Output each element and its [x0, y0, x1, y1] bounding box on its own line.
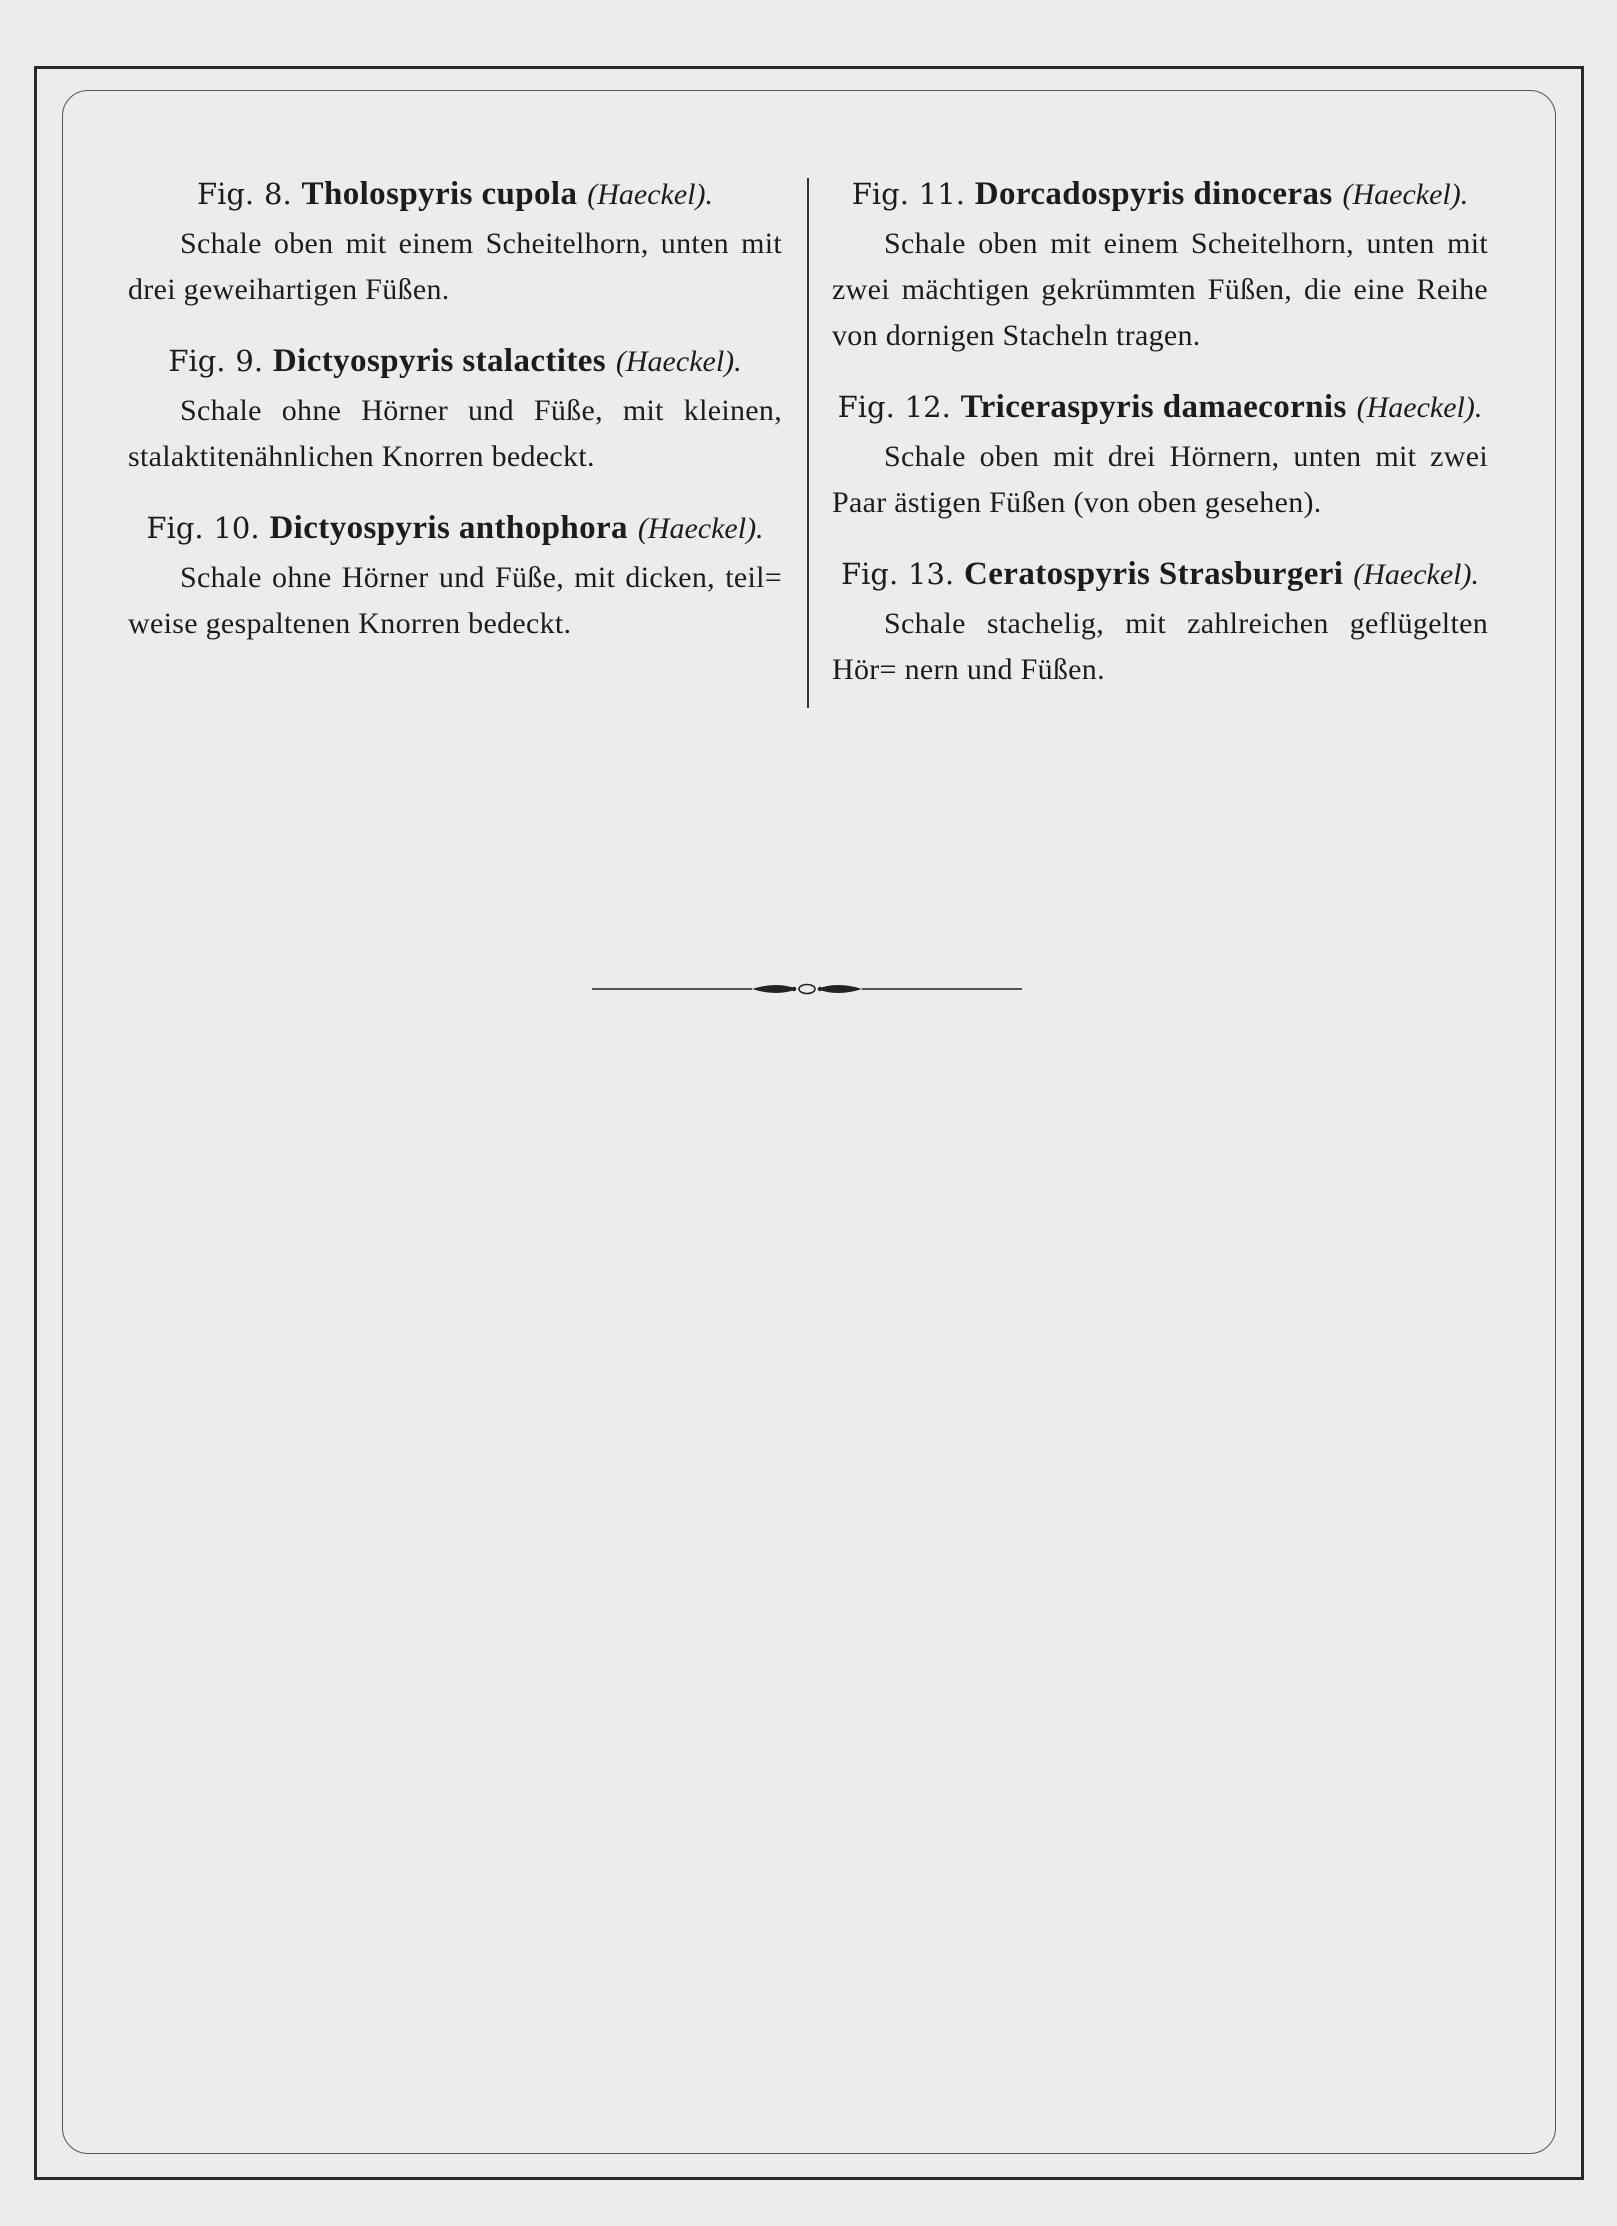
fig-label: Fig.	[196, 177, 255, 211]
figure-heading	[128, 506, 782, 551]
fig-number: 13.	[908, 557, 955, 591]
figure-heading	[128, 339, 782, 384]
fig-label: Fig.	[146, 511, 204, 545]
species-name: Dictyospyris anthophora	[269, 510, 628, 546]
fig-label: Fig.	[840, 557, 899, 591]
left-column	[128, 172, 782, 647]
fig-number: 12.	[904, 390, 951, 424]
figure-entry-10	[128, 506, 782, 647]
fig-number: 8.	[264, 177, 292, 211]
figure-heading	[832, 172, 1488, 217]
figure-description: Schale ohne Hörner und Füße, mit kleinen, stalaktitenähnlichen Knorren bedeckt.	[128, 394, 782, 473]
fig-label: Fig.	[168, 344, 226, 378]
species-name: Tholospyris cupola	[301, 176, 578, 212]
fig-number: 9.	[235, 344, 264, 378]
figure-heading	[832, 552, 1488, 597]
figure-entry-11	[832, 172, 1488, 359]
author-name: (Haeckel).	[637, 512, 764, 545]
species-name: Dictyospyris stalactites	[272, 343, 607, 379]
figure-heading	[832, 385, 1488, 430]
figure-description: Schale ohne Hörner und Füße, mit dicken, teil= weise gespaltenen Knorren bedeckt.	[128, 561, 782, 640]
species-name: Triceraspyris damaecornis	[960, 389, 1347, 425]
figure-description: Schale stachelig, mit zahlreichen geflügelten Hör= nern und Füßen.	[832, 607, 1488, 686]
author-name: (Haeckel).	[1353, 558, 1479, 591]
figure-description: Schale oben mit drei Hörnern, unten mit zwei Paar ästigen Füßen (von oben gesehen).	[832, 440, 1488, 519]
author-name: (Haeckel).	[1356, 391, 1483, 424]
figure-description: Schale oben mit einem Scheitelhorn, unten mit zwei mächtigen gekrümmten Füßen, die eine Reihe von dornigen Stacheln tragen.	[832, 227, 1488, 352]
author-name: (Haeckel).	[587, 178, 714, 211]
figure-entry-12	[832, 385, 1488, 526]
species-name: Ceratospyris Strasburgeri	[964, 556, 1344, 592]
column-divider	[807, 178, 809, 708]
fig-number: 11.	[918, 177, 965, 211]
figure-description: Schale oben mit einem Scheitelhorn, unten mit drei geweihartigen Füßen.	[128, 227, 782, 306]
author-name: (Haeckel).	[1342, 178, 1469, 211]
figure-heading	[128, 172, 782, 217]
fig-number: 10.	[213, 511, 260, 545]
figure-entry-8	[128, 172, 782, 313]
figure-entry-13	[832, 552, 1488, 693]
fig-label: Fig.	[851, 177, 909, 211]
species-name: Dorcadospyris dinoceras	[974, 176, 1333, 212]
author-name: (Haeckel).	[615, 345, 742, 378]
right-column	[832, 172, 1488, 693]
fig-label: Fig.	[837, 390, 895, 424]
swash-divider-icon	[592, 978, 1022, 1000]
figure-entry-9	[128, 339, 782, 480]
